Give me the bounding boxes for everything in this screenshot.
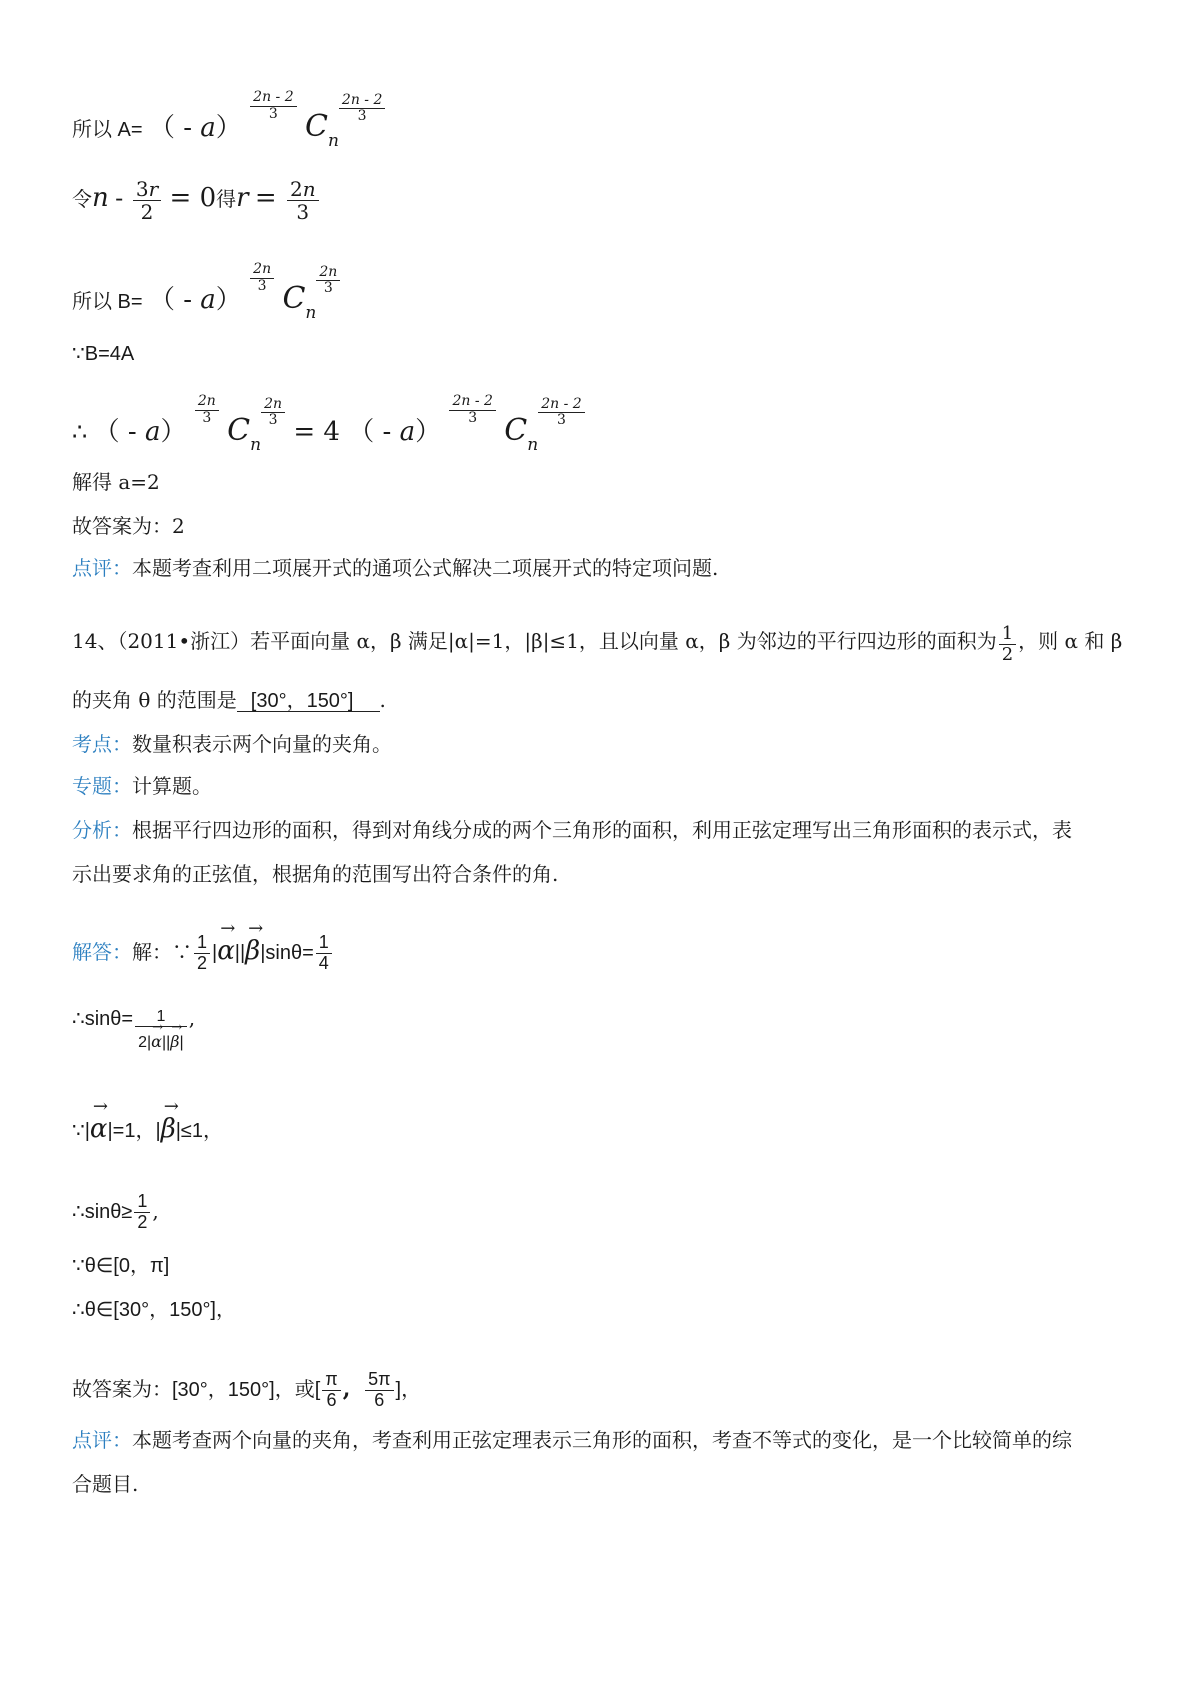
- jieda-line: 解答：解：∵ $\frac{1}{2}$ | → α|| → β|sinθ= $\frac{1}{4}$: [72, 928, 334, 974]
- q14-stem-2: 的夹角 θ 的范围是 [30°，150°] .: [72, 688, 386, 712]
- comment-text: 本题考查利用二项展开式的通项公式解决二项展开式的特定项问题.: [132, 556, 719, 580]
- fenxi-line-1: 分析：根据平行四边形的面积，得到对角线分成的两个三角形的面积，利用正弦定理写出三角形面积的表示式，表: [72, 818, 1072, 842]
- theta-range-line: ∵θ∈[0，π]: [72, 1255, 170, 1277]
- condition-line: ∵B=4A: [72, 343, 135, 365]
- formula-r: 令n - $\frac{3r}{2}$ = 0得r = $\frac{2n}{3}$: [72, 178, 321, 223]
- equation-line: ∴ （ - a） $\frac{2n}{3}$ $C_n$ $\frac{2n}{3}$ = 4 （ - a） $\frac{2n - 2}{3}$ $C_n$ $\frac{2n - 2}{3}$: [72, 416, 587, 452]
- answer-blank: [30°，150°]: [237, 691, 380, 712]
- zhuanti-line: 专题：计算题。: [72, 774, 212, 798]
- formula-A-label: 所以 A=: [72, 119, 143, 141]
- formula-B: 所以 B= （ - a） $\frac{2n}{3}$ $C_n$ $\frac{2n}{3}$: [72, 284, 342, 320]
- final-answer-line: 故答案为：[30°，150°]，或[ $\frac{\pi}{6}$ , $\frac{5\pi}{6}$ ]，: [72, 1369, 422, 1410]
- sin-ineq-line: ∴sinθ≥ $\frac{1}{2}$ ,: [72, 1191, 159, 1232]
- formula-A: 所以 A= （ - a） $\frac{2n - 2}{3}$ $C_n$ $\frac{2n - 2}{3}$: [72, 112, 387, 148]
- answer-line: 故答案为：2: [72, 514, 185, 538]
- theta-result-line: ∴θ∈[30°，150°]，: [72, 1299, 236, 1321]
- sin-eq-line: ∴sinθ= 1 2| → α|| → β| ,: [72, 1006, 196, 1051]
- q14-stem: 14、（2011•浙江）若平面向量 α，β 满足|α|=1，|β|≤1，且以向量 α，β 为邻边的平行四边形的面积为 $\frac{1}{2}$ ，则 α 和 β: [72, 623, 1123, 665]
- fenxi-line-2: 示出要求角的正弦值，根据角的范围写出符合条件的角.: [72, 862, 559, 886]
- dianping-line-1: 点评：本题考查两个向量的夹角，考查利用正弦定理表示三角形的面积，考查不等式的变化，是一个比较简单的综: [72, 1428, 1072, 1452]
- exponent: $\frac{2n - 2}{3}$: [248, 90, 298, 122]
- comment-line: [72, 558, 718, 578]
- norm-line: ∵| → α|=1，| → β|≤1，: [72, 1096, 224, 1144]
- ling-label: 令: [72, 187, 92, 211]
- comment-label: 点评：: [72, 556, 132, 580]
- kaodian-line: 考点：数量积表示两个向量的夹角。: [72, 732, 392, 756]
- dianping-line-2: 合题目.: [72, 1472, 139, 1496]
- solve-line: 解得 a=2: [72, 470, 160, 494]
- de-label: 得: [216, 187, 237, 211]
- formula-B-label: 所以 B=: [72, 291, 143, 313]
